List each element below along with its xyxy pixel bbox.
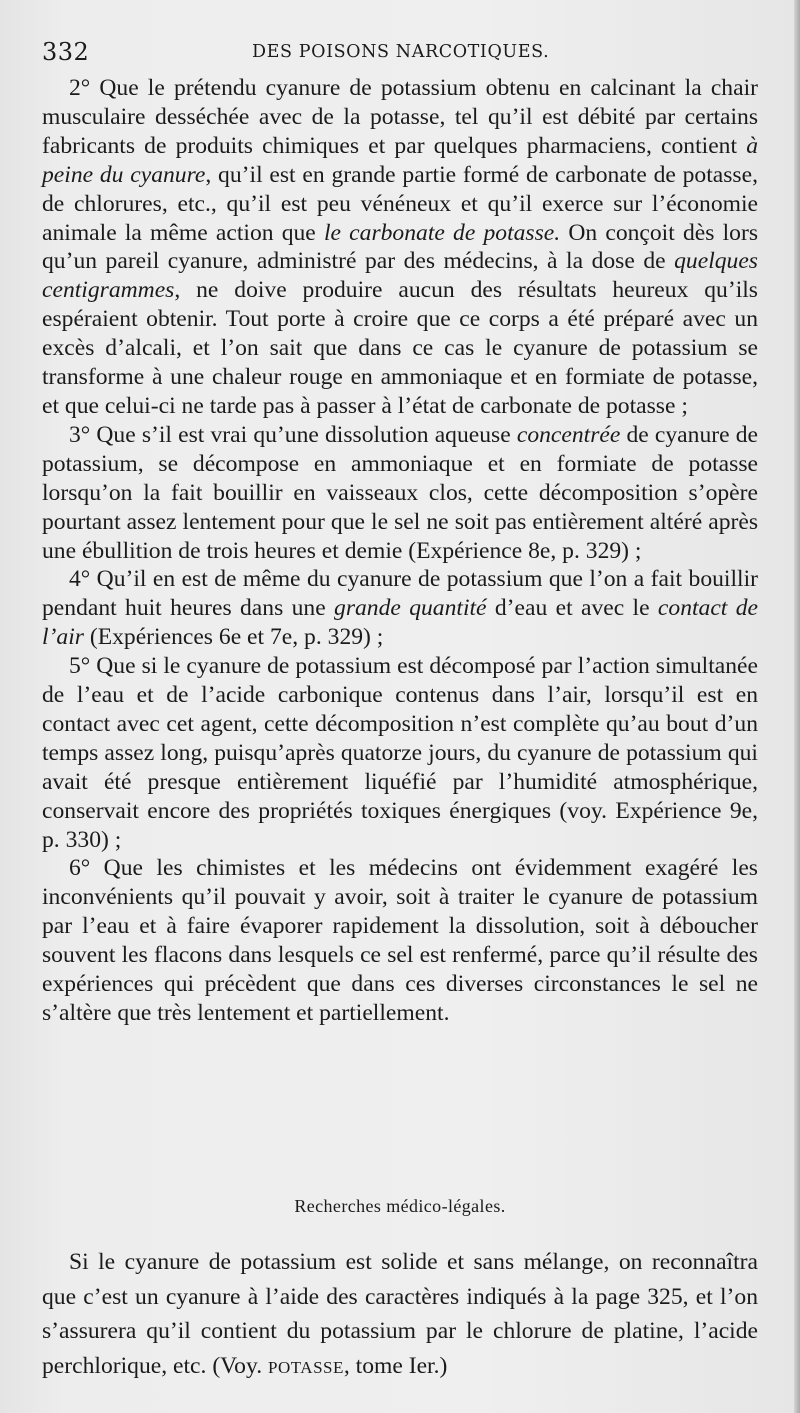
italic-text: le carbonate de potasse. bbox=[323, 219, 561, 246]
paragraph-point-4 bbox=[42, 565, 758, 652]
paragraph-text: 2° Que le prétendu cyanure de potassium obtenu en calcinant la chair musculaire desséchée avec de la potasse, tel qu’il est débité par certains fabricants de produits chimiques et par quelques pharmaciens, contient bbox=[42, 75, 758, 159]
paragraph-point-2 bbox=[42, 74, 758, 421]
paragraph-text: 5° Que si le cyanure de potassium est décomposé par l’action simultanée de l’eau et de l’acide carbonique contenus dans l’air, lorsqu’il est en contact avec cet agent, cette décomposition n’est complète qu’au bout d’un temps assez long, puisqu’après quatorze jours, du cyanure de potassium qui avait été presque entièrement liquéfié par l’humidité atmosphérique, conservait encore des propriétés toxiques énergiques (voy. Expérience 9e, p. 330) ; bbox=[42, 653, 758, 853]
italic-text: grande quantité bbox=[334, 595, 487, 622]
paragraph-text: On conçoit dès lors qu’un pareil cyanure, administré par des médecins, à la dose de bbox=[42, 219, 758, 275]
page-number: 332 bbox=[42, 38, 90, 66]
running-head: DES POISONS NARCOTIQUES. bbox=[252, 42, 550, 62]
paragraph-text: 6° Que les chimistes et les médecins ont évidemment exagéré les inconvénients qu’il pouvait y avoir, soit à traiter le cyanure de potassium par l’eau et à faire évaporer rapidement la dissolution, soit à déboucher souvent les flacons dans lesquels ce sel est renfermé, parce qu’il résulte des expériences qui précèdent que dans ces diverses circonstances le sel ne s’altère que très lentement et partiellement. bbox=[42, 855, 758, 1026]
final-paragraph bbox=[42, 1245, 758, 1383]
paragraph-text: d’eau et avec le bbox=[486, 595, 658, 622]
paragraph-point-5 bbox=[42, 652, 758, 854]
body-text bbox=[42, 74, 758, 1028]
paragraph-point-3 bbox=[42, 421, 758, 566]
italic-text: à peine du cyanure bbox=[42, 132, 758, 188]
paragraph-point-6 bbox=[42, 854, 758, 1027]
final-paragraph-tail: , tome Ier.) bbox=[343, 1352, 448, 1379]
paragraph-text: de cyanure de potassium, se décompose en ammoniaque et en formiate de potasse lorsqu’on la fait bouillir en vaisseaux clos, cette décomposition s’opère pourtant assez lentement pour que le sel ne soit pas entièrement altéré après une ébullition de trois heures et demie (Expérience 8e, p. 329) ; bbox=[42, 421, 758, 564]
page-header bbox=[42, 38, 758, 68]
paragraph-text: , ne doive produire aucun des résultats heureux qu’ils espéraient obtenir. Tout porte à croire que ce corps a été préparé avec un excès d’alcali, et l’on sait que dans ce cas le cyanure de potassium se transforme à une chaleur rouge en ammoniaque et en formiate de potasse, et que celui-ci ne tarde pas à passer à l’état de carbonate de potasse ; bbox=[42, 277, 758, 419]
paragraph-text: 3° Que s’il est vrai qu’une dissolution aqueuse bbox=[69, 421, 517, 448]
italic-text: contact de l’air bbox=[42, 595, 758, 651]
final-paragraph-block bbox=[42, 1245, 758, 1383]
paragraph-text: (Expériences 6e et 7e, p. 329) ; bbox=[83, 624, 384, 651]
potasse-reference: potasse bbox=[268, 1352, 344, 1379]
italic-text: concentrée bbox=[516, 421, 621, 448]
italic-text: quelques centigrammes bbox=[42, 248, 758, 304]
paragraph-text: , qu’il est en grande partie formé de carbonate de potasse, de chlorures, etc., qu’il est peu vénéneux et qu’il exerce sur l’économie animale la même action que bbox=[42, 161, 758, 246]
section-heading: Recherches médico-légales. bbox=[294, 1196, 506, 1216]
paragraph-text: 4° Qu’il en est de même du cyanure de potassium que l’on a fait bouillir pendant huit heures dans une bbox=[42, 566, 758, 622]
final-paragraph-text: Si le cyanure de potassium est solide et sans mélange, on reconnaîtra que c’est un cyanure à l’aide des caractères indiqués à la page 325, et l’on s’assurera qu’il contient du potassium par le chlorure de platine, l’acide perchlorique, etc. (Voy. bbox=[42, 1249, 758, 1379]
